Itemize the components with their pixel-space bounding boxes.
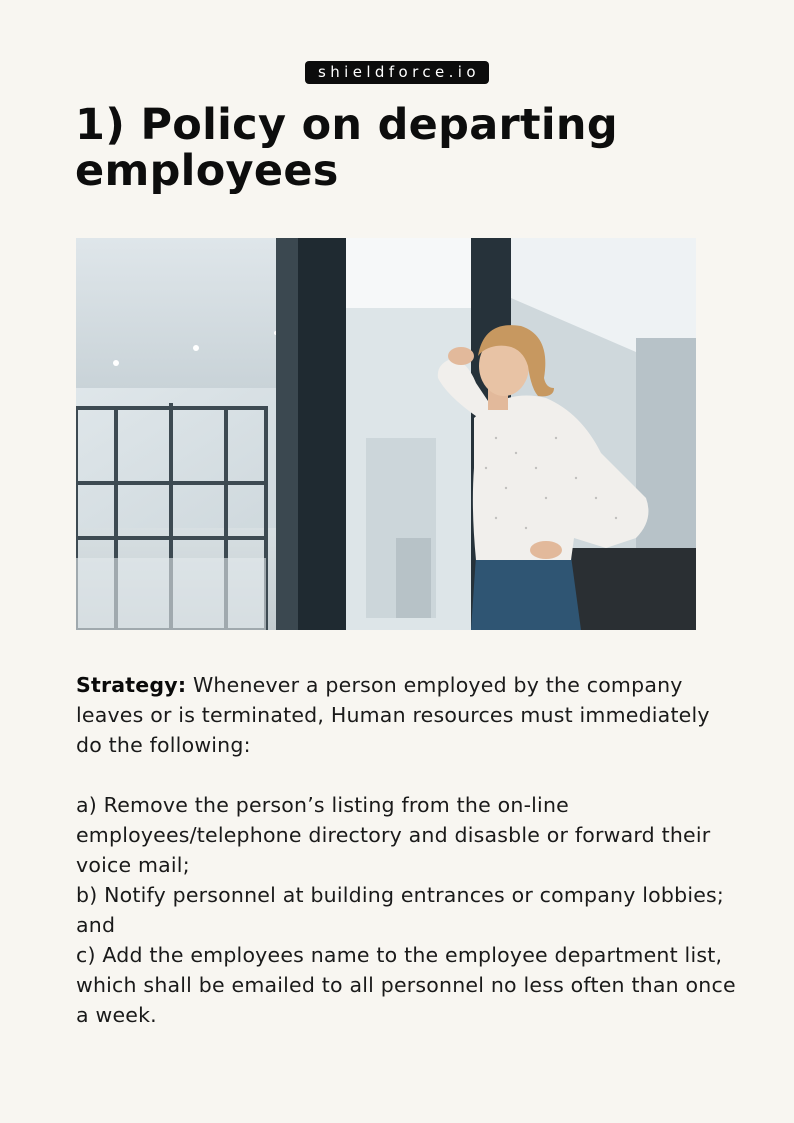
policy-item-c: c) Add the employees name to the employee department list, which shall be emailed to all personnel no less often than once a week. [76,943,736,1027]
hero-photo [76,238,696,630]
page-title: 1) Policy on departing employees [75,100,618,196]
brand-badge: shieldforce.io [305,61,489,84]
strategy-text: Whenever a person employed by the company leaves or is terminated, Human resources must immediately do the following: [76,673,710,757]
policy-item-a: a) Remove the person’s listing from the on-line employees/telephone directory and disasble or forward their voice mail; [76,793,711,877]
policy-body [76,670,736,1030]
policy-item-b: b) Notify personnel at building entrances or company lobbies; and [76,883,725,937]
strategy-paragraph [76,670,736,760]
strategy-label: Strategy: [76,673,187,697]
